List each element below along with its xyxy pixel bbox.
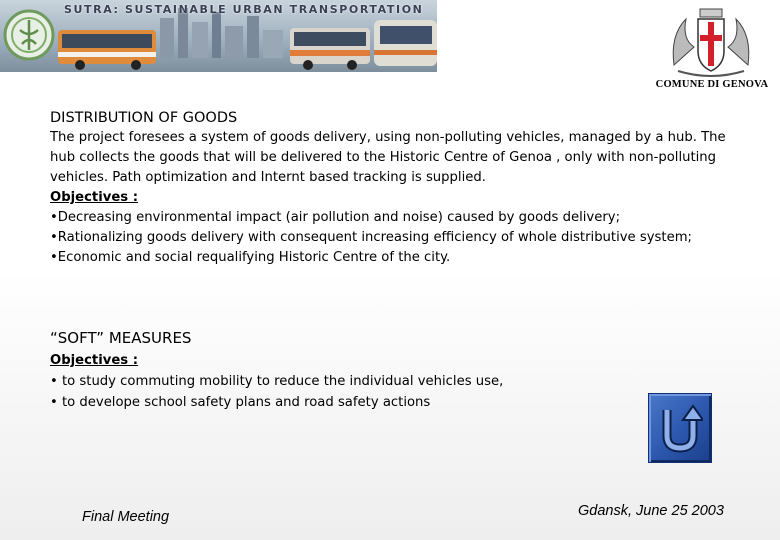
footer-date: Gdansk, June 25 2003 xyxy=(578,503,724,519)
genoa-coat-of-arms-icon xyxy=(668,5,754,81)
goods-section xyxy=(50,108,740,268)
footer-meeting: Final Meeting xyxy=(82,509,170,525)
back-button[interactable] xyxy=(648,393,712,463)
soft-heading: “SOFT” MEASURES xyxy=(50,329,192,347)
list-item: • to study commuting mobility to reduce the individual vehicles use, xyxy=(50,374,504,389)
banner-title: SUTRA: SUSTAINABLE URBAN TRANSPORTATION xyxy=(64,3,424,16)
list-item: •Rationalizing goods delivery with consequent increasing efficiency of whole distributive system; xyxy=(50,230,692,245)
goods-objectives-label: Objectives : xyxy=(50,190,139,205)
goods-heading: DISTRIBUTION OF GOODS xyxy=(50,110,238,126)
list-item: •Economic and social requalifying Historic Centre of the city. xyxy=(50,250,451,265)
sutra-banner xyxy=(0,0,437,72)
list-item: • to develope school safety plans and road safety actions xyxy=(50,395,431,410)
soft-objectives-label: Objectives : xyxy=(50,353,139,368)
goods-intro: The project foresees a system of goods delivery, using non-polluting vehicles, managed by a hub. The hub collects the goods that will be delivered to the Historic Centre of Genoa , only with non-polluting vehicles. Path optimization and Internt based tracking is supplied. xyxy=(50,130,726,185)
soft-measures-section xyxy=(50,328,740,413)
u-turn-back-arrow-icon xyxy=(657,402,703,454)
list-item: •Decreasing environmental impact (air pollution and noise) caused by goods delivery; xyxy=(50,210,621,225)
crest-label: COMUNE DI GENOVA xyxy=(655,79,769,90)
